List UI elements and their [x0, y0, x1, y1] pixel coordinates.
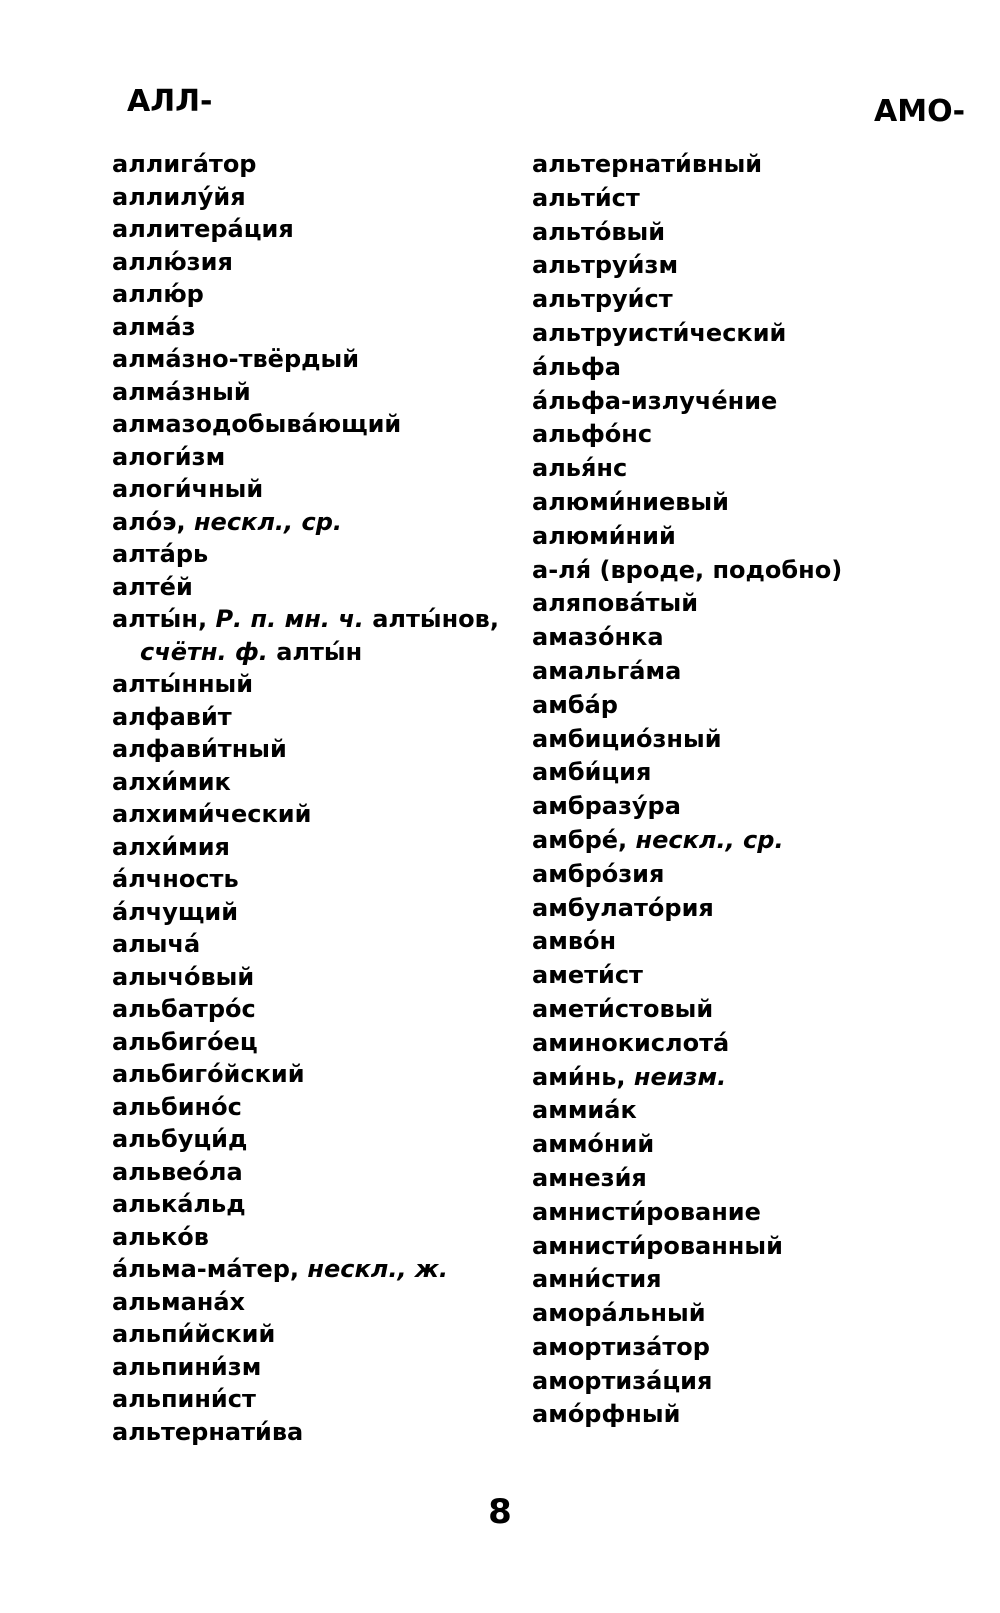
dictionary-entry: [532, 520, 972, 554]
dictionary-entry: [532, 655, 972, 689]
headword: а́льма-ма́тер,: [112, 1255, 300, 1283]
headword: альтернати́ва: [112, 1417, 304, 1446]
dictionary-entry: [112, 733, 532, 766]
grammar-note: неизм.: [633, 1062, 727, 1091]
dictionary-entry: [532, 351, 972, 385]
dictionary-entry: [532, 723, 972, 757]
grammar-note: нескл., ж.: [307, 1255, 448, 1283]
headword: алья́нс: [532, 454, 628, 483]
right-column: [532, 148, 972, 1432]
dictionary-entry: [112, 213, 532, 246]
headword: алоги́зм: [112, 442, 226, 471]
dictionary-entry: [112, 376, 532, 409]
dictionary-entry: [532, 1027, 972, 1061]
dictionary-entry: [532, 1128, 972, 1162]
headword: амнези́я: [532, 1163, 647, 1192]
dictionary-entry: [532, 1230, 972, 1264]
dictionary-entry: [112, 571, 532, 604]
headword: амба́р: [532, 690, 618, 719]
headword: алоги́чный: [112, 475, 264, 503]
headword: алма́зный: [112, 377, 251, 406]
headword: альпини́зм: [112, 1352, 262, 1381]
headword: а́лчущий: [112, 897, 239, 926]
dictionary-entry: [532, 317, 972, 351]
headword: аминокислота́: [532, 1028, 730, 1057]
headword: ало́э,: [112, 507, 186, 536]
headword: альвео́ла: [112, 1157, 243, 1186]
dictionary-entry: [532, 249, 972, 283]
dictionary-entry: [532, 216, 972, 250]
dictionary-entry: [112, 311, 532, 344]
dictionary-entry: [532, 1398, 972, 1432]
headword: алта́рь: [112, 540, 209, 568]
dictionary-entry: [532, 385, 972, 419]
dictionary-entry: [532, 587, 972, 621]
dictionary-entry: [112, 993, 532, 1026]
dictionary-entry: [112, 701, 532, 734]
headword: альпини́ст: [112, 1385, 256, 1413]
headword: амнисти́рование: [532, 1197, 761, 1226]
dictionary-entry: [532, 1094, 972, 1128]
dictionary-entry: [532, 621, 972, 655]
grammar-note: нескл., ср.: [193, 507, 343, 536]
headword: амо́рфный: [532, 1400, 681, 1429]
headword: аллю́р: [112, 280, 204, 308]
dictionary-entry: [532, 1331, 972, 1365]
headword: ами́нь,: [532, 1062, 626, 1091]
dictionary-entry: [532, 182, 972, 216]
headword: альбатро́с: [112, 995, 256, 1023]
dictionary-entry: [532, 452, 972, 486]
headword: альбино́с: [112, 1092, 242, 1121]
headword: альтруи́зм: [532, 251, 679, 280]
headword: алька́льд: [112, 1190, 246, 1218]
headword: алько́в: [112, 1222, 209, 1251]
dictionary-entry: [532, 283, 972, 317]
headword: амальга́ма: [532, 656, 682, 685]
dictionary-entry: [112, 1286, 532, 1319]
dictionary-entry: [112, 1188, 532, 1221]
dictionary-entry: [532, 1162, 972, 1196]
headword: альто́вый: [532, 217, 666, 246]
dictionary-entry: [532, 824, 972, 858]
dictionary-entry: [112, 473, 532, 506]
dictionary-entry: [112, 928, 532, 961]
headword: амнисти́рованный: [532, 1231, 783, 1260]
dictionary-entry: [112, 863, 532, 896]
headword: а́лчность: [112, 865, 239, 893]
dictionary-entry: [112, 1221, 532, 1254]
dictionary-entry: [112, 1123, 532, 1156]
headword: амора́льный: [532, 1299, 706, 1328]
dictionary-entry: [112, 1156, 532, 1189]
headword: амети́стовый: [532, 994, 714, 1023]
headword: альмана́х: [112, 1287, 246, 1316]
dictionary-entry: [532, 756, 972, 790]
headword: аллитера́ция: [112, 215, 294, 243]
word-form: алты́нов,: [372, 605, 499, 633]
grammar-note: Р. п. мн. ч.: [215, 605, 364, 633]
dictionary-entry: [532, 993, 972, 1027]
headword: амазо́нка: [532, 623, 664, 652]
dictionary-entry: [532, 1196, 972, 1230]
dictionary-entry: [532, 148, 972, 182]
headword: аммиа́к: [532, 1096, 637, 1125]
headword: амби́ция: [532, 758, 652, 787]
headword: алхи́мик: [112, 767, 231, 796]
headword: амбре́,: [532, 825, 628, 854]
headword: альфо́нс: [532, 420, 653, 449]
headword: алма́зно-твёрдый: [112, 345, 360, 373]
headword: амети́ст: [532, 961, 643, 990]
headword: амбразу́ра: [532, 792, 681, 821]
dictionary-entry: [112, 636, 532, 669]
dictionary-entry: [532, 1061, 972, 1095]
dictionary-entry: [532, 892, 972, 926]
dictionary-entry: [112, 246, 532, 279]
headword: алхими́ческий: [112, 800, 312, 828]
headword: аляпова́тый: [532, 589, 699, 618]
dictionary-entry: [532, 689, 972, 723]
headword: альтруи́ст: [532, 285, 673, 314]
dictionary-entry: [532, 486, 972, 520]
dictionary-entry: [532, 959, 972, 993]
dictionary-entry: [112, 408, 532, 441]
headword: алте́й: [112, 572, 193, 601]
headword: альбиго́йский: [112, 1060, 305, 1088]
headword: амортиза́тор: [532, 1332, 710, 1361]
dictionary-entry: [532, 1263, 972, 1297]
headword: алхи́мия: [112, 832, 230, 861]
page-number: 8: [488, 1492, 512, 1532]
headword: аллилу́йя: [112, 182, 246, 211]
dictionary-entry: [532, 554, 972, 588]
headword: альбиго́ец: [112, 1027, 258, 1056]
dictionary-entry: [112, 181, 532, 214]
dictionary-entry: [532, 925, 972, 959]
dictionary-entry: [112, 1416, 532, 1449]
headword: а́льфа-излуче́ние: [532, 386, 778, 415]
dictionary-entry: [532, 790, 972, 824]
headword: алмазодобыва́ющий: [112, 410, 402, 438]
headword: алфави́тный: [112, 735, 287, 763]
dictionary-entry: [112, 1318, 532, 1351]
headword: альбуци́д: [112, 1125, 248, 1153]
dictionary-entry: [112, 148, 532, 181]
dictionary-entry: [112, 961, 532, 994]
headword: аммо́ний: [532, 1130, 655, 1159]
dictionary-entry: [112, 441, 532, 474]
dictionary-entry: [532, 1297, 972, 1331]
running-head-left: АЛЛ-: [127, 84, 213, 119]
grammar-note: счётн. ф.: [140, 637, 268, 666]
headword: а-ля́ (вроде, подобно): [532, 555, 843, 584]
headword: амортиза́ция: [532, 1366, 713, 1395]
dictionary-entry: [112, 343, 532, 376]
dictionary-entry: [112, 538, 532, 571]
dictionary-entry: [112, 1383, 532, 1416]
dictionary-entry: [532, 858, 972, 892]
headword: амбро́зия: [532, 859, 665, 888]
headword: а́льфа: [532, 352, 621, 381]
headword: алычо́вый: [112, 962, 255, 991]
dictionary-entry: [112, 766, 532, 799]
headword: амни́стия: [532, 1265, 662, 1294]
headword: амво́н: [532, 927, 617, 956]
headword: альпи́йский: [112, 1320, 276, 1348]
headword: альти́ст: [532, 183, 640, 212]
headword: алыча́: [112, 930, 201, 958]
headword: аллю́зия: [112, 247, 233, 276]
dictionary-entry: [112, 1253, 532, 1286]
headword: альтернати́вный: [532, 150, 763, 178]
headword: алма́з: [112, 312, 196, 341]
dictionary-entry: [112, 278, 532, 311]
dictionary-entry: [112, 1058, 532, 1091]
dictionary-entry: [112, 896, 532, 929]
running-head-right: АМО-: [874, 94, 966, 129]
dictionary-entry: [112, 1026, 532, 1059]
dictionary-entry: [112, 506, 532, 539]
dictionary-entry: [112, 831, 532, 864]
dictionary-entry: [532, 1365, 972, 1399]
grammar-note: нескл., ср.: [635, 825, 784, 854]
left-column: [112, 148, 532, 1448]
headword: амбицио́зный: [532, 724, 722, 753]
headword: альтруисти́ческий: [532, 318, 787, 347]
word-form: алты́н: [276, 637, 363, 666]
headword: алюми́ниевый: [532, 487, 729, 516]
headword: аллига́тор: [112, 150, 257, 178]
headword: алты́н,: [112, 605, 208, 633]
dictionary-entry: [112, 798, 532, 831]
dictionary-entry: [112, 1091, 532, 1124]
headword: амбулато́рия: [532, 893, 714, 922]
headword: алфави́т: [112, 702, 232, 731]
dictionary-entry: [112, 603, 532, 636]
dictionary-entry: [112, 668, 532, 701]
dictionary-entry: [112, 1351, 532, 1384]
headword: алты́нный: [112, 670, 254, 698]
headword: алюми́ний: [532, 521, 676, 550]
dictionary-entry: [532, 418, 972, 452]
